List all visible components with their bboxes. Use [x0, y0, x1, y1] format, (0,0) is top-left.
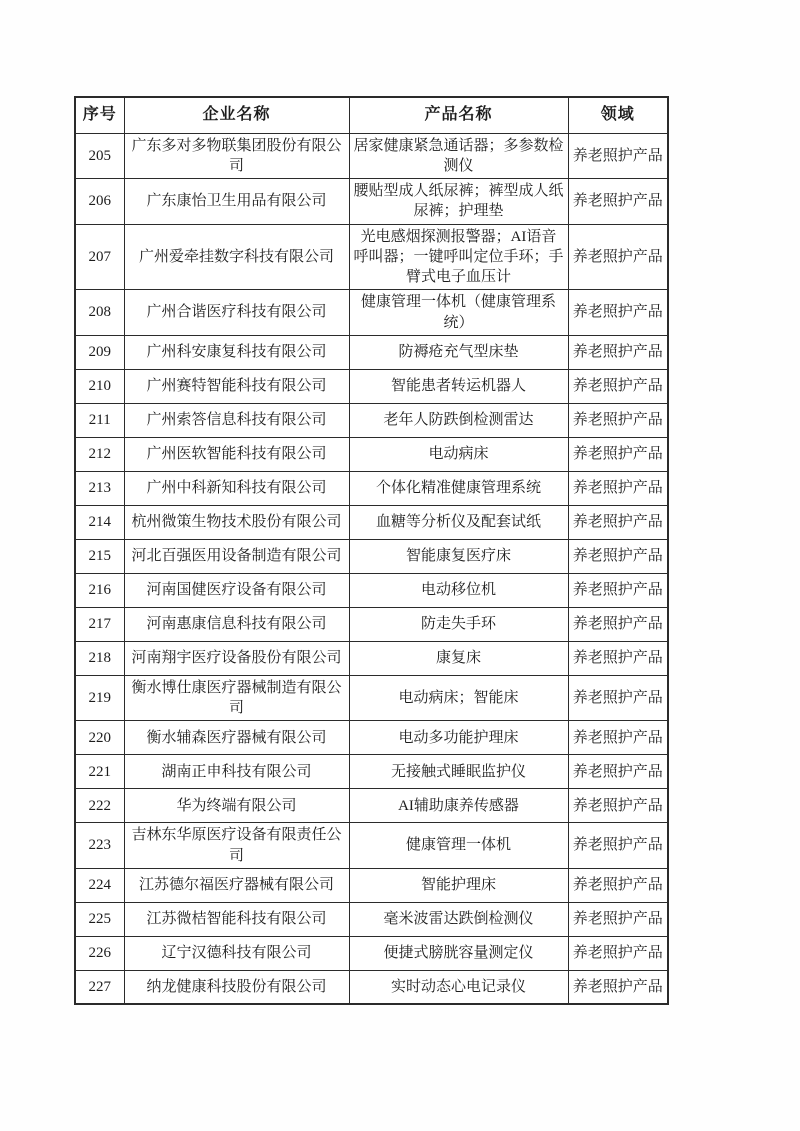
product-name-cell: 智能康复医疗床	[349, 539, 568, 573]
table-row	[75, 335, 668, 369]
product-name-cell: 防褥疮充气型床垫	[349, 335, 568, 369]
company-name-cell: 衡水辅森医疗器械有限公司	[124, 721, 349, 755]
header-serial-number: 序号	[75, 97, 124, 133]
table-row	[75, 539, 668, 573]
product-name-cell: 腰贴型成人纸尿裤；裤型成人纸尿裤；护理垫	[349, 179, 568, 225]
company-name-cell: 广东康怡卫生用品有限公司	[124, 179, 349, 225]
company-name-cell: 湖南正申科技有限公司	[124, 755, 349, 789]
table-row	[75, 607, 668, 641]
table-row	[75, 755, 668, 789]
serial-number-cell: 220	[75, 721, 124, 755]
product-name-cell: 健康管理一体机（健康管理系统）	[349, 290, 568, 336]
table-row	[75, 675, 668, 721]
field-cell: 养老照护产品	[568, 902, 668, 936]
field-cell: 养老照护产品	[568, 335, 668, 369]
company-name-cell: 广州索答信息科技有限公司	[124, 403, 349, 437]
product-name-cell: 电动病床	[349, 437, 568, 471]
company-name-cell: 江苏德尔福医疗器械有限公司	[124, 868, 349, 902]
field-cell: 养老照护产品	[568, 179, 668, 225]
company-name-cell: 吉林东华原医疗设备有限责任公司	[124, 823, 349, 869]
company-name-cell: 杭州微策生物技术股份有限公司	[124, 505, 349, 539]
company-name-cell: 广州爱牵挂数字科技有限公司	[124, 224, 349, 290]
field-cell: 养老照护产品	[568, 675, 668, 721]
serial-number-cell: 210	[75, 369, 124, 403]
table-row	[75, 970, 668, 1004]
serial-number-cell: 205	[75, 133, 124, 179]
field-cell: 养老照护产品	[568, 936, 668, 970]
company-name-cell: 广州科安康复科技有限公司	[124, 335, 349, 369]
field-cell: 养老照护产品	[568, 868, 668, 902]
table-row	[75, 290, 668, 336]
company-product-table	[74, 96, 669, 1005]
serial-number-cell: 224	[75, 868, 124, 902]
field-cell: 养老照护产品	[568, 505, 668, 539]
field-cell: 养老照护产品	[568, 573, 668, 607]
table-row	[75, 179, 668, 225]
field-cell: 养老照护产品	[568, 755, 668, 789]
company-name-cell: 河南惠康信息科技有限公司	[124, 607, 349, 641]
product-name-cell: 老年人防跌倒检测雷达	[349, 403, 568, 437]
product-name-cell: 健康管理一体机	[349, 823, 568, 869]
field-cell: 养老照护产品	[568, 970, 668, 1004]
table-row	[75, 369, 668, 403]
table-row	[75, 641, 668, 675]
table-row	[75, 789, 668, 823]
serial-number-cell: 223	[75, 823, 124, 869]
serial-number-cell: 211	[75, 403, 124, 437]
table-row	[75, 224, 668, 290]
table-row	[75, 823, 668, 869]
field-cell: 养老照护产品	[568, 539, 668, 573]
company-name-cell: 衡水博仕康医疗器械制造有限公司	[124, 675, 349, 721]
serial-number-cell: 212	[75, 437, 124, 471]
header-field: 领域	[568, 97, 668, 133]
field-cell: 养老照护产品	[568, 403, 668, 437]
table-row	[75, 437, 668, 471]
field-cell: 养老照护产品	[568, 607, 668, 641]
company-name-cell: 河南翔宇医疗设备股份有限公司	[124, 641, 349, 675]
table-row	[75, 936, 668, 970]
company-name-cell: 纳龙健康科技股份有限公司	[124, 970, 349, 1004]
serial-number-cell: 226	[75, 936, 124, 970]
table-row	[75, 573, 668, 607]
field-cell: 养老照护产品	[568, 641, 668, 675]
product-name-cell: 便捷式膀胱容量测定仪	[349, 936, 568, 970]
field-cell: 养老照护产品	[568, 823, 668, 869]
product-name-cell: 智能护理床	[349, 868, 568, 902]
company-name-cell: 河北百强医用设备制造有限公司	[124, 539, 349, 573]
company-name-cell: 华为终端有限公司	[124, 789, 349, 823]
serial-number-cell: 215	[75, 539, 124, 573]
header-row	[75, 97, 668, 133]
product-name-cell: 电动病床；智能床	[349, 675, 568, 721]
serial-number-cell: 221	[75, 755, 124, 789]
product-name-cell: 个体化精准健康管理系统	[349, 471, 568, 505]
serial-number-cell: 209	[75, 335, 124, 369]
field-cell: 养老照护产品	[568, 133, 668, 179]
product-name-cell: 电动移位机	[349, 573, 568, 607]
company-name-cell: 广州赛特智能科技有限公司	[124, 369, 349, 403]
company-name-cell: 江苏微桔智能科技有限公司	[124, 902, 349, 936]
table-row	[75, 471, 668, 505]
serial-number-cell: 225	[75, 902, 124, 936]
company-name-cell: 广州医软智能科技有限公司	[124, 437, 349, 471]
product-name-cell: 毫米波雷达跌倒检测仪	[349, 902, 568, 936]
product-name-cell: 电动多功能护理床	[349, 721, 568, 755]
table-header	[75, 97, 668, 133]
company-name-cell: 广州中科新知科技有限公司	[124, 471, 349, 505]
serial-number-cell: 219	[75, 675, 124, 721]
company-name-cell: 广州合谐医疗科技有限公司	[124, 290, 349, 336]
product-name-cell: 居家健康紧急通话器；多参数检测仪	[349, 133, 568, 179]
company-name-cell: 河南国健医疗设备有限公司	[124, 573, 349, 607]
product-name-cell: AI辅助康养传感器	[349, 789, 568, 823]
serial-number-cell: 213	[75, 471, 124, 505]
table-row	[75, 133, 668, 179]
table-row	[75, 868, 668, 902]
product-name-cell: 血糖等分析仪及配套试纸	[349, 505, 568, 539]
field-cell: 养老照护产品	[568, 789, 668, 823]
field-cell: 养老照护产品	[568, 721, 668, 755]
product-name-cell: 康复床	[349, 641, 568, 675]
serial-number-cell: 214	[75, 505, 124, 539]
serial-number-cell: 217	[75, 607, 124, 641]
field-cell: 养老照护产品	[568, 437, 668, 471]
table-row	[75, 403, 668, 437]
company-name-cell: 辽宁汉德科技有限公司	[124, 936, 349, 970]
serial-number-cell: 227	[75, 970, 124, 1004]
serial-number-cell: 207	[75, 224, 124, 290]
table-row	[75, 505, 668, 539]
product-name-cell: 智能患者转运机器人	[349, 369, 568, 403]
product-name-cell: 光电感烟探测报警器；AI语音呼叫器；一键呼叫定位手环；手臂式电子血压计	[349, 224, 568, 290]
serial-number-cell: 208	[75, 290, 124, 336]
header-company-name: 企业名称	[124, 97, 349, 133]
field-cell: 养老照护产品	[568, 369, 668, 403]
company-name-cell: 广东多对多物联集团股份有限公司	[124, 133, 349, 179]
table-body	[75, 133, 668, 1004]
product-name-cell: 无接触式睡眠监护仪	[349, 755, 568, 789]
serial-number-cell: 206	[75, 179, 124, 225]
field-cell: 养老照护产品	[568, 224, 668, 290]
serial-number-cell: 216	[75, 573, 124, 607]
product-name-cell: 防走失手环	[349, 607, 568, 641]
product-name-cell: 实时动态心电记录仪	[349, 970, 568, 1004]
serial-number-cell: 218	[75, 641, 124, 675]
table-row	[75, 902, 668, 936]
header-product-name: 产品名称	[349, 97, 568, 133]
table-row	[75, 721, 668, 755]
field-cell: 养老照护产品	[568, 290, 668, 336]
serial-number-cell: 222	[75, 789, 124, 823]
field-cell: 养老照护产品	[568, 471, 668, 505]
